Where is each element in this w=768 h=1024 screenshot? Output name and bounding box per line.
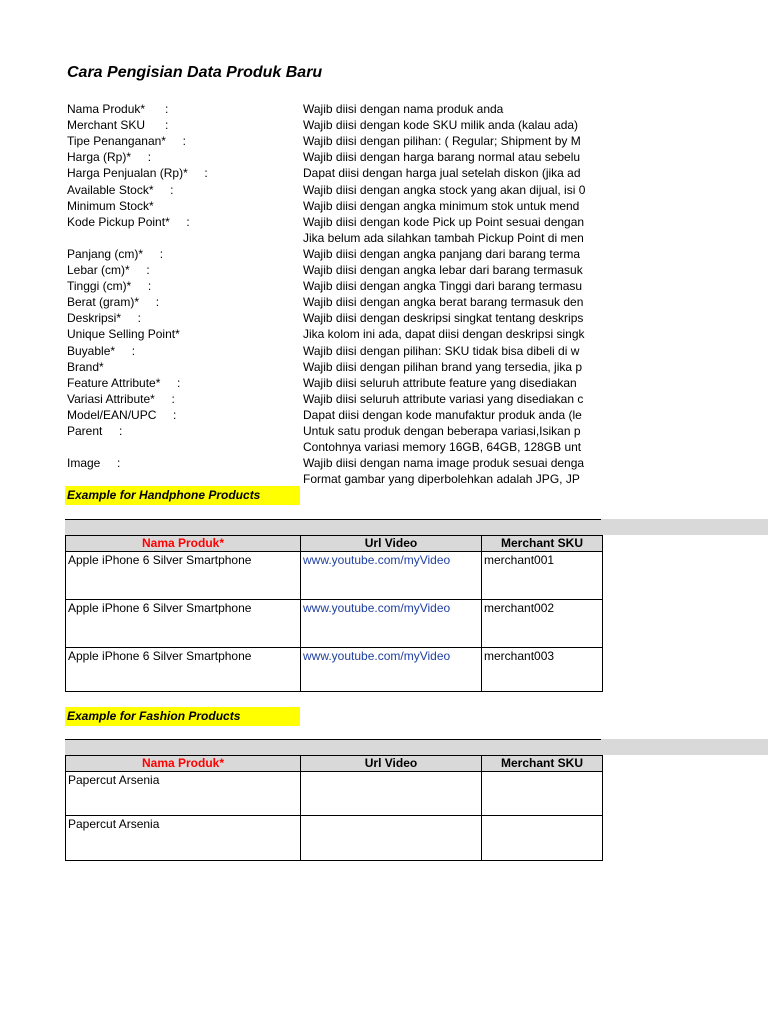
- cell-url-video-link[interactable]: www.youtube.com/myVideo: [301, 600, 482, 648]
- cell-nama-produk: Apple iPhone 6 Silver Smartphone: [66, 648, 301, 692]
- col-header-nama-produk: Nama Produk*: [66, 536, 301, 552]
- field-description: Wajib diisi dengan nama image produk sesuai denga: [303, 456, 585, 471]
- example-fashion-table: [65, 755, 603, 861]
- field-description: Contohnya variasi memory 16GB, 64GB, 128GB unt: [303, 440, 582, 455]
- col-header-nama-produk: Nama Produk*: [66, 756, 301, 772]
- col-header-url-video: Url Video: [301, 756, 482, 772]
- field-label: Lebar (cm)* :: [67, 263, 150, 277]
- col-header-merchant-sku: Merchant SKU: [482, 536, 603, 552]
- page-title: Cara Pengisian Data Produk Baru: [67, 64, 323, 81]
- field-label: Merchant SKU :: [67, 118, 169, 133]
- field-row: [0, 455, 768, 471]
- field-row: [0, 407, 768, 423]
- field-label: Model/EAN/UPC :: [67, 407, 177, 422]
- field-description: Wajib diisi seluruh attribute variasi yang disediakan c: [303, 391, 584, 406]
- field-description: Dapat diisi dengan kode manufaktur produk anda (le: [303, 407, 582, 422]
- cell-url-video-link[interactable]: www.youtube.com/myVideo: [301, 648, 482, 692]
- field-row: [0, 198, 768, 214]
- field-label: Tipe Penanganan* :: [67, 134, 186, 149]
- field-description: Wajib diisi dengan angka minimum stok untuk mend: [303, 198, 580, 213]
- field-row: [0, 246, 768, 262]
- table-row: [66, 600, 603, 648]
- field-label: Deskripsi* :: [67, 311, 142, 326]
- field-row: [0, 310, 768, 326]
- field-label: Available Stock* :: [67, 182, 174, 197]
- field-description: Wajib diisi dengan kode Pick up Point sesuai dengan: [303, 214, 585, 229]
- field-row: [0, 149, 768, 165]
- cell-merchant-sku: [482, 816, 603, 861]
- table-row: [66, 816, 603, 861]
- field-row: [0, 391, 768, 407]
- cell-merchant-sku: [482, 772, 603, 816]
- field-description: Jika kolom ini ada, dapat diisi dengan deskripsi singk: [303, 327, 585, 342]
- field-description: Dapat diisi dengan harga jual setelah diskon (jika ad: [303, 166, 581, 181]
- table-top-border: [65, 739, 601, 740]
- field-row: [0, 471, 768, 487]
- field-row: [0, 133, 768, 149]
- field-description: Untuk satu produk dengan beberapa variasi,Isikan p: [303, 424, 581, 438]
- table-header-row: [66, 536, 603, 552]
- field-description: Wajib diisi dengan pilihan: ( Regular; Shipment by M: [303, 134, 581, 149]
- field-row: [0, 326, 768, 342]
- field-label: Minimum Stock*: [67, 198, 154, 213]
- field-label: Kode Pickup Point* :: [67, 214, 190, 229]
- cell-nama-produk: Papercut Arsenia: [66, 816, 301, 861]
- header-band: [65, 739, 768, 755]
- field-row: [0, 343, 768, 359]
- cell-nama-produk: Papercut Arsenia: [66, 772, 301, 816]
- field-row: [0, 214, 768, 230]
- field-description: Wajib diisi dengan deskripsi singkat tentang deskrips: [303, 311, 584, 326]
- cell-url-video-link[interactable]: www.youtube.com/myVideo: [301, 552, 482, 600]
- table-header-row: [66, 756, 603, 772]
- col-header-url-video: Url Video: [301, 536, 482, 552]
- field-label: Tinggi (cm)* :: [67, 279, 152, 294]
- field-row: [0, 278, 768, 294]
- field-description: Jika belum ada silahkan tambah Pickup Point di men: [303, 230, 584, 245]
- table-row: [66, 648, 603, 692]
- field-row: [0, 101, 768, 117]
- field-label: Harga (Rp)* :: [67, 150, 152, 165]
- field-row: [0, 230, 768, 246]
- field-row: [0, 294, 768, 310]
- field-description: Wajib diisi dengan kode SKU milik anda (kalau ada): [303, 118, 579, 133]
- field-row: [0, 165, 768, 181]
- field-label: Parent :: [67, 424, 123, 438]
- col-header-merchant-sku: Merchant SKU: [482, 756, 603, 772]
- field-row: [0, 182, 768, 198]
- field-row: [0, 359, 768, 375]
- field-description: Wajib diisi dengan pilihan: SKU tidak bisa dibeli di w: [303, 343, 580, 358]
- field-description: Wajib diisi dengan pilihan brand yang tersedia, jika p: [303, 359, 583, 374]
- field-label: Variasi Attribute* :: [67, 391, 175, 406]
- field-label: Buyable* :: [67, 343, 136, 358]
- field-label: Brand*: [67, 359, 104, 374]
- field-description: Format gambar yang diperbolehkan adalah JPG, JP: [303, 472, 580, 487]
- field-description: Wajib diisi dengan angka panjang dari barang terma: [303, 246, 581, 261]
- field-label: Panjang (cm)* :: [67, 246, 164, 261]
- field-row: [0, 375, 768, 391]
- field-description: Wajib diisi dengan angka Tinggi dari barang termasu: [303, 279, 583, 294]
- field-label: Nama Produk* :: [67, 102, 169, 116]
- cell-merchant-sku: merchant002: [482, 600, 603, 648]
- cell-merchant-sku: merchant003: [482, 648, 603, 692]
- field-description: Wajib diisi dengan angka stock yang akan dijual, isi 0: [303, 182, 586, 197]
- field-description: Wajib diisi dengan harga barang normal atau sebelu: [303, 150, 581, 165]
- example-fashion-label: Example for Fashion Products: [65, 707, 300, 726]
- field-description: Wajib diisi dengan angka berat barang termasuk den: [303, 295, 584, 310]
- cell-url-video: [301, 772, 482, 816]
- field-description: Wajib diisi dengan nama produk anda: [303, 102, 504, 116]
- cell-nama-produk: Apple iPhone 6 Silver Smartphone: [66, 600, 301, 648]
- field-description: Wajib diisi dengan angka lebar dari barang termasuk: [303, 263, 583, 277]
- field-label: Unique Selling Point*: [67, 327, 180, 342]
- field-row: [0, 117, 768, 133]
- cell-merchant-sku: merchant001: [482, 552, 603, 600]
- field-label: Harga Penjualan (Rp)* :: [67, 166, 208, 181]
- example-handphone-table: [65, 535, 603, 692]
- table-top-border: [65, 519, 601, 520]
- field-row: [0, 423, 768, 439]
- table-row: [66, 552, 603, 600]
- example-handphone-label: Example for Handphone Products: [65, 486, 300, 505]
- cell-nama-produk: Apple iPhone 6 Silver Smartphone: [66, 552, 301, 600]
- field-label: Berat (gram)* :: [67, 295, 160, 310]
- field-label: Image :: [67, 456, 121, 471]
- field-description: Wajib diisi seluruh attribute feature yang disediakan: [303, 375, 577, 390]
- table-row: [66, 772, 603, 816]
- header-band: [65, 519, 768, 535]
- cell-url-video: [301, 816, 482, 861]
- field-label: Feature Attribute* :: [67, 375, 181, 390]
- field-row: [0, 262, 768, 278]
- field-row: [0, 439, 768, 455]
